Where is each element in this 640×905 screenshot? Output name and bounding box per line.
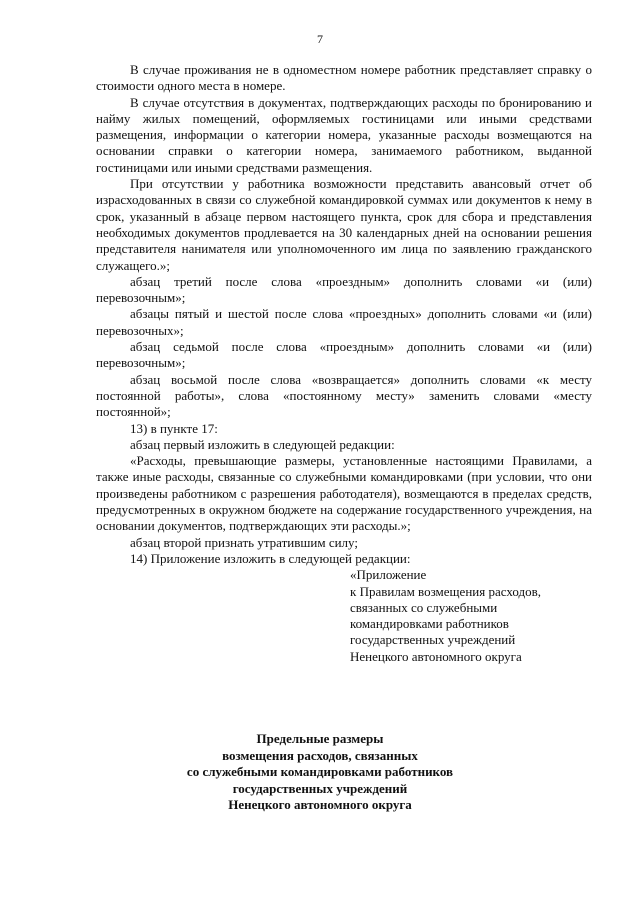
paragraph-item-13: 13) в пункте 17:	[130, 420, 218, 436]
paragraph-fifth-sixth-abzac: абзацы пятый и шестой после слова «проездных» дополнить словами «и (или) перевозочных»;	[96, 306, 592, 338]
page-number: 7	[317, 32, 323, 46]
title-line: государственных учреждений	[232, 780, 408, 796]
title-line: Предельные размеры	[256, 731, 384, 746]
appendix-line: связанных со служебными	[350, 599, 498, 615]
paragraph-advance-report: При отсутствии у работника возможности представить авансовый отчет об израсходованных в связи со служебной командировкой суммах или документов к нему в срок, указанный в абзаце первом настоящего пункта, срок для сбора и представления необходимых документов продлевается на 30 календарных дней на основании решения представителя нанимателя или уполномоченного им лица по заявлению гражданского служащего.»;	[96, 176, 592, 273]
title-line: со служебными командировками работников	[186, 764, 454, 779]
paragraph-shared-room: В случае проживания не в одноместном номере работник представляет справку о стоимости одного места в номере.	[96, 62, 592, 94]
appendix-line: командировками работников	[350, 616, 509, 632]
paragraph-room-category: В случае отсутствия в документах, подтверждающих расходы по бронированию и найму жилых помещений, оформляемых гостиницами или иными средствами размещения, информации о категории номера, указанные расходы возмещаются на основании справки о категории номера, занимаемого работником, выданной гостиницами или иными средствами размещения.	[96, 94, 592, 175]
paragraph-first-abzac-edit: абзац первый изложить в следующей редакции:	[130, 436, 395, 452]
title-line: Ненецкого автономного округа	[228, 797, 412, 812]
title-line: возмещения расходов, связанных	[222, 747, 418, 763]
paragraph-second-abzac-void: абзац второй признать утратившим силу;	[130, 534, 358, 550]
paragraph-eighth-abzac: абзац восьмой после слова «возвращается» дополнить словами «к месту постоянной работы», слова «постоянному месту» заменить словами «месту постоянной»;	[96, 371, 592, 420]
appendix-header	[350, 567, 592, 665]
document-body	[96, 62, 592, 665]
appendix-line: государственных учреждений	[350, 632, 516, 648]
section-title	[0, 731, 640, 814]
appendix-line: к Правилам возмещения расходов,	[350, 583, 541, 599]
paragraph-third-abzac: абзац третий после слова «проездным» дополнить словами «и (или) перевозочным»;	[96, 273, 592, 306]
paragraph-expenses-quote: «Расходы, превышающие размеры, установленные настоящими Правилами, а также иные расходы, связанные со служебными командировками (при условии, что они произведены работником с разрешения работодателя), возмещаются в пределах средств, предусмотренных в окружном бюджете на содержание государственного учреждения, на основании документов, подтверждающих эти расходы.»;	[96, 453, 592, 534]
paragraph-seventh-abzac: абзац седьмой после слова «проездным» дополнить словами «и (или) перевозочным»;	[96, 339, 592, 371]
appendix-line: «Приложение	[350, 567, 427, 583]
paragraph-item-14: 14) Приложение изложить в следующей редакции:	[130, 550, 411, 566]
appendix-line: Ненецкого автономного округа	[350, 648, 522, 664]
